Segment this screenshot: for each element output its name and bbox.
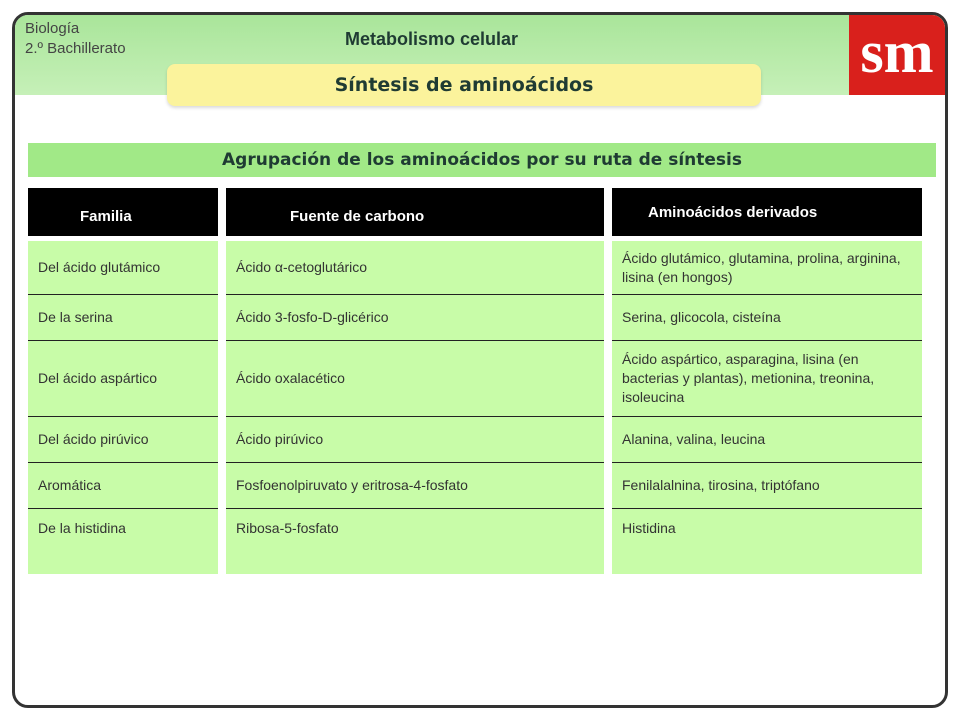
column-header-derivados xyxy=(612,188,922,236)
table-title: Agrupación de los aminoácidos por su ruta de síntesis xyxy=(28,143,936,177)
table-cell: Del ácido aspártico xyxy=(38,370,158,386)
table-cell: Ribosa-5-fosfato xyxy=(236,520,339,536)
column-derivados xyxy=(612,241,922,574)
column-header-label: Familia xyxy=(80,208,132,225)
column-header-fuente xyxy=(226,188,604,236)
table-cell: Del ácido glutámico xyxy=(38,259,161,275)
slide-frame xyxy=(12,12,948,708)
section-title: Síntesis de aminoácidos xyxy=(167,64,761,106)
column-header-familia xyxy=(28,188,218,236)
column-header-label: Aminoácidos derivados xyxy=(648,204,818,221)
table-cell: Ácido pirúvico xyxy=(236,431,324,447)
column-header-label: Fuente de carbono xyxy=(290,208,425,225)
table-cell: Fosfoenolpiruvato y eritrosa-4-fosfato xyxy=(236,477,468,493)
column-fuente xyxy=(226,241,604,574)
fuente-prefix: Ácido xyxy=(236,259,275,275)
table-cell: Ácido aspártico, asparagina, lisina (en bacterias y plantas), metionina, treonina, isoleucina xyxy=(622,351,875,405)
table-cell: Histidina xyxy=(622,520,676,536)
table-cell: Ácido oxalacético xyxy=(236,370,345,386)
logo-text: sm xyxy=(860,19,934,85)
table-cell: De la histidina xyxy=(38,520,126,536)
course-info xyxy=(25,19,126,59)
table-cell: De la serina xyxy=(38,309,113,325)
alpha-symbol: α xyxy=(274,259,284,275)
column-familia xyxy=(28,241,218,574)
table-cell xyxy=(226,241,604,294)
table-cell: Ácido 3-fosfo-D-glicérico xyxy=(236,309,389,325)
table-cell: Fenilalalnina, tirosina, triptófano xyxy=(622,477,820,493)
table-cell: Serina, glicocola, cisteína xyxy=(622,309,781,325)
table-cell: Del ácido pirúvico xyxy=(38,431,149,447)
publisher-logo xyxy=(849,15,945,95)
table-cell: Alanina, valina, leucina xyxy=(622,431,766,447)
subject-label: Biología xyxy=(25,20,80,37)
table-cell: Aromática xyxy=(38,477,102,493)
level-label: 2.º Bachillerato xyxy=(25,40,126,57)
unit-title: Metabolismo celular xyxy=(345,29,519,49)
fuente-suffix: -cetoglutárico xyxy=(283,259,368,275)
table-cell: Ácido glutámico, glutamina, prolina, arginina, lisina (en hongos) xyxy=(622,249,901,285)
